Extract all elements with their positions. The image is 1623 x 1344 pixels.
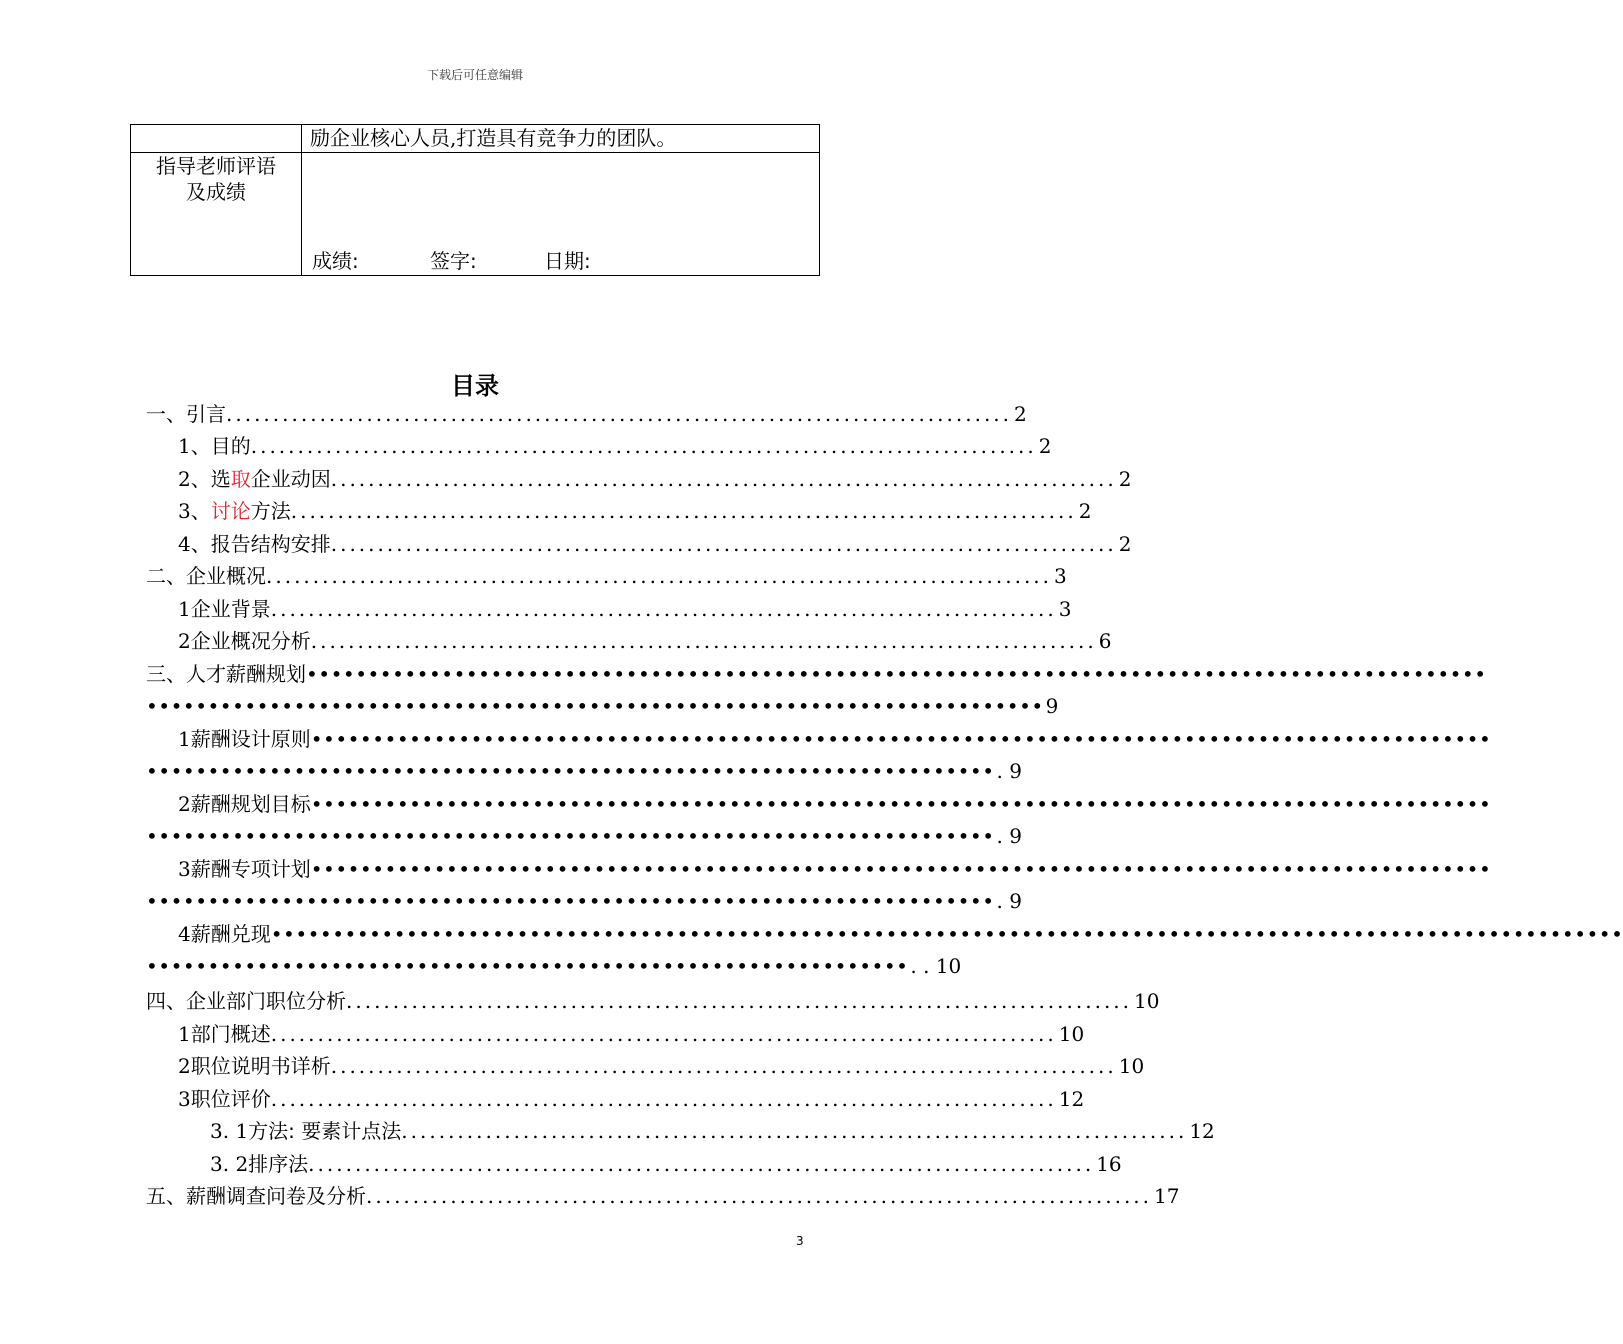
- toc-entry[interactable]: [146, 1180, 1180, 1212]
- toc-entry-label: 薪酬设计原则: [190, 727, 311, 751]
- toc-entry-number: 一、: [146, 402, 186, 426]
- toc-entry-page: 10: [1134, 989, 1160, 1013]
- toc-entry-continuation: [146, 755, 1022, 787]
- toc-leader-dots: ....................................................................................: [270, 1087, 1057, 1111]
- toc-entry-label: 薪酬兑现: [190, 922, 271, 946]
- toc-entry[interactable]: [178, 528, 1132, 560]
- toc-leader-dots: ....................................................................................: [270, 1022, 1057, 1046]
- toc-entry-page: 2: [1078, 499, 1092, 523]
- label-line-1: 指导老师评语: [156, 154, 276, 178]
- toc-entry-page: . 9: [996, 759, 1022, 783]
- toc-entry-page: 3: [1058, 597, 1072, 621]
- toc-entry-continuation: [146, 885, 1022, 917]
- toc-entry-page: 10: [1058, 1022, 1085, 1046]
- toc-entry-number: 2: [178, 629, 191, 653]
- toc-leader-dots: ....................................................................................: [308, 1152, 1095, 1176]
- label-part: 选: [210, 467, 231, 491]
- toc-leader-dots: ....................................................................................: [290, 499, 1077, 523]
- toc-entry-label: 方法: 要素计点法: [248, 1119, 402, 1143]
- toc-entry-number: 3、: [178, 499, 211, 523]
- toc-entry-page: . . 10: [910, 954, 962, 978]
- toc-entry-label: 企业背景: [190, 597, 271, 621]
- toc-leader-dots: ••••••••••••••••••••••••••••••••••••••••••••••••••••••••••••••••••••••••••••••••••••••••••••••••: [310, 792, 1492, 816]
- toc-entry-label: 目的: [210, 434, 251, 458]
- toc-entry[interactable]: [178, 918, 1623, 950]
- toc-title: 目录: [451, 372, 499, 400]
- toc-entry[interactable]: [178, 1050, 1145, 1082]
- toc-entry[interactable]: [178, 1018, 1085, 1050]
- toc-leader-dots: ••••••••••••••••••••••••••••••••••••••••••••••••••••••••••••••••••••••••••••••••••••••••••••••••••••••••••••••: [270, 922, 1623, 946]
- toc-entry-label: [211, 495, 291, 527]
- toc-entry[interactable]: [146, 985, 1160, 1017]
- toc-entry-number: 3: [178, 1087, 191, 1111]
- toc-entry-page: 6: [1098, 629, 1112, 653]
- toc-entry-continuation: [146, 950, 962, 982]
- table-row: [131, 125, 820, 153]
- toc-entry-page: . 9: [996, 889, 1022, 913]
- toc-leader-dots: ••••••••••••••••••••••••••••••••••••••••••••••••••••••••••••••••••••••••••••••••••••••••••••••••: [306, 662, 1487, 686]
- toc-leader-dots: ....................................................................................: [310, 629, 1097, 653]
- label-highlight: 取: [230, 467, 251, 491]
- advisor-comment-cell: [302, 153, 820, 276]
- toc-entry-continuation: [146, 690, 1059, 722]
- sign-label: 签字:: [430, 249, 477, 273]
- toc-entry[interactable]: [178, 495, 1092, 527]
- label-line-2: 及成绩: [186, 180, 246, 204]
- toc-leader-dots: ....................................................................................: [266, 564, 1053, 588]
- toc-entry-number: 4: [178, 922, 191, 946]
- advisor-comment-label: [131, 153, 302, 276]
- toc-entry-page: 12: [1189, 1119, 1215, 1143]
- toc-entry[interactable]: [178, 625, 1112, 657]
- toc-leader-dots: •••••••••••••••••••••••••••••••••••••••••••••••••••••••••••••••••••••: [146, 889, 995, 913]
- toc-entry-page: 9: [1045, 694, 1059, 718]
- toc-entry-page: 2: [1014, 402, 1027, 426]
- toc-leader-dots: ....................................................................................: [330, 1054, 1117, 1078]
- toc-entry-page: 2: [1118, 532, 1132, 556]
- score-label: 成绩:: [312, 249, 359, 273]
- toc-entry-label: [211, 463, 331, 495]
- toc-entry-page: 16: [1096, 1152, 1122, 1176]
- toc-entry-label: 企业概况分析: [190, 629, 311, 653]
- toc-entry-page: 10: [1118, 1054, 1145, 1078]
- toc-entry[interactable]: [178, 788, 1492, 820]
- toc-entry-number: 2: [178, 792, 191, 816]
- toc-leader-dots: ....................................................................................: [330, 467, 1117, 491]
- toc-leader-dots: ....................................................................................: [401, 1119, 1188, 1143]
- toc-entry-label: 薪酬调查问卷及分析: [186, 1184, 366, 1208]
- toc-entry[interactable]: [210, 1148, 1122, 1180]
- toc-entry-number: 三、: [146, 662, 186, 686]
- toc-leader-dots: ....................................................................................: [346, 989, 1133, 1013]
- toc-entry[interactable]: [146, 658, 1487, 690]
- toc-entry-number: 五、: [146, 1184, 186, 1208]
- signature-line: [312, 245, 591, 274]
- toc-entry-page: 2: [1038, 434, 1052, 458]
- toc-entry[interactable]: [178, 430, 1052, 462]
- toc-leader-dots: ••••••••••••••••••••••••••••••••••••••••••••••••••••••••••••••••••••••••••••••••••••••••••••••••: [310, 857, 1492, 881]
- table-cell-empty: [131, 125, 302, 153]
- toc-entry-number: 二、: [146, 564, 186, 588]
- page-number: 3: [796, 1234, 804, 1248]
- toc-entry-page: 12: [1058, 1087, 1085, 1111]
- toc-entry-number: 四、: [146, 989, 186, 1013]
- toc-entry[interactable]: [146, 398, 1027, 430]
- toc-entry-number: 2、: [178, 467, 211, 491]
- toc-leader-dots: ....................................................................................: [270, 597, 1057, 621]
- toc-entry-number: 1: [178, 727, 191, 751]
- toc-leader-dots: •••••••••••••••••••••••••••••••••••••••••••••••••••••••••••••••••••••: [146, 759, 995, 783]
- toc-entry[interactable]: [210, 1115, 1215, 1147]
- toc-entry-label: 薪酬专项计划: [190, 857, 311, 881]
- toc-entry[interactable]: [178, 723, 1492, 755]
- toc-entry-number: 4、: [178, 532, 211, 556]
- toc-entry-page: . 9: [996, 824, 1022, 848]
- toc-entry-continuation: [146, 820, 1022, 852]
- toc-entry-number: 1: [178, 1022, 191, 1046]
- toc-leader-dots: ••••••••••••••••••••••••••••••••••••••••••••••••••••••••••••••••••••••••••••••••••••••••••••••••: [310, 727, 1492, 751]
- toc-entry-label: 排序法: [248, 1152, 309, 1176]
- toc-entry-label: 薪酬规划目标: [190, 792, 311, 816]
- toc-entry-number: 2: [178, 1054, 191, 1078]
- toc-leader-dots: ....................................................................................: [250, 434, 1037, 458]
- toc-entry-label: 报告结构安排: [210, 532, 331, 556]
- toc-entry[interactable]: [178, 1083, 1085, 1115]
- toc-leader-dots: ....................................................................................: [226, 402, 1013, 426]
- toc-entry-label: 职位说明书详析: [190, 1054, 331, 1078]
- date-label: 日期:: [544, 249, 591, 273]
- toc-entry-page: 17: [1154, 1184, 1180, 1208]
- toc-entry-number: 1: [178, 597, 191, 621]
- evaluation-table: [130, 124, 820, 276]
- row1-text: 励企业核心人员,打造具有竞争力的团队。: [310, 126, 677, 150]
- toc-entry-label: 企业部门职位分析: [186, 989, 346, 1013]
- toc-entry-label: 部门概述: [190, 1022, 271, 1046]
- toc-entry[interactable]: [178, 593, 1072, 625]
- toc-entry-label: 职位评价: [190, 1087, 271, 1111]
- label-part: 方法: [250, 499, 291, 523]
- toc-entry-label: 引言: [186, 402, 226, 426]
- toc-leader-dots: ••••••••••••••••••••••••••••••••••••••••••••••••••••••••••••••: [146, 954, 909, 978]
- toc-leader-dots: ....................................................................................: [366, 1184, 1153, 1208]
- toc-entry[interactable]: [178, 853, 1492, 885]
- label-part: 企业动因: [250, 467, 331, 491]
- header-note: 下载后可任意编辑: [426, 68, 523, 82]
- toc-entry-number: 3. 1: [210, 1119, 249, 1143]
- toc-entry[interactable]: [146, 560, 1067, 592]
- toc-entry[interactable]: [178, 463, 1132, 495]
- toc-entry-label: 人才薪酬规划: [186, 662, 306, 686]
- toc-entry-label: 企业概况: [186, 564, 266, 588]
- toc-entry-number: 3. 2: [210, 1152, 249, 1176]
- toc-entry-number: 1、: [178, 434, 211, 458]
- toc-leader-dots: •••••••••••••••••••••••••••••••••••••••••••••••••••••••••••••••••••••: [146, 824, 995, 848]
- table-row: [131, 153, 820, 276]
- toc-leader-dots: •••••••••••••••••••••••••••••••••••••••••••••••••••••••••••••••••••••••••: [146, 694, 1044, 718]
- label-highlight: 讨论: [210, 499, 251, 523]
- toc-entry-number: 3: [178, 857, 191, 881]
- toc-leader-dots: ....................................................................................: [330, 532, 1117, 556]
- table-cell: [302, 125, 820, 153]
- toc-entry-page: 2: [1118, 467, 1132, 491]
- toc-entry-page: 3: [1054, 564, 1067, 588]
